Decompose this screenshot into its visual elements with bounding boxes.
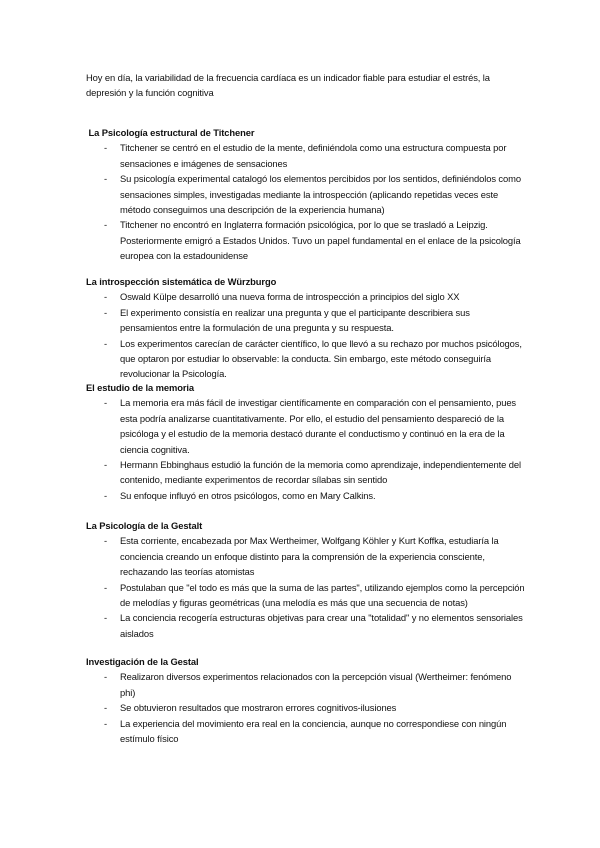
section-heading: La introspección sistemática de Würzburgo: [86, 276, 277, 287]
list-item: - La conciencia recogería estructuras objetivas para crear una "totalidad" y no elementos sensoriales aislados: [86, 610, 526, 641]
section-titchener: [86, 125, 526, 264]
section-investigacion-gestal: [86, 654, 526, 746]
bullet-list: [86, 669, 526, 746]
section-heading: La Psicología estructural de Titchener: [86, 127, 255, 138]
section-heading: Investigación de la Gestal: [86, 656, 199, 667]
section-gestalt: [86, 518, 526, 641]
section-heading: La Psicología de la Gestalt: [86, 520, 203, 531]
list-item: - Realizaron diversos experimentos relacionados con la percepción visual (Wertheimer: fenómeno phi): [86, 669, 526, 700]
section-memoria: [86, 380, 526, 503]
list-item: - Su enfoque influyó en otros psicólogos, como en Mary Calkins.: [86, 488, 526, 503]
bullet-list: [86, 533, 526, 641]
list-item: - Los experimentos carecían de carácter científico, lo que llevó a su rechazo por muchos psicólogos, que optaron por estudiar lo observable: la conducta. Sin embargo, este método conseguiría revolucionar la Psicología.: [86, 336, 526, 382]
intro-paragraph: Hoy en día, la variabilidad de la frecuencia cardíaca es un indicador fiable para estudiar el estrés, la depresión y la función cognitiva: [86, 72, 490, 99]
bullet-list: [86, 289, 526, 381]
section-wurzburgo: [86, 274, 526, 382]
list-item: - Esta corriente, encabezada por Max Wertheimer, Wolfgang Köhler y Kurt Koffka, estudiaría la conciencia creando un enfoque distinto para la comprensión de la experiencia consciente, rechazando las teorías atomistas: [86, 533, 526, 579]
list-item: - Titchener no encontró en Inglaterra formación psicológica, por lo que se trasladó a Leipzig. Posteriormente emigró a Estados Unidos. Tuvo un papel fundamental en el enlace de la psicología europea con la estadounidense: [86, 217, 526, 263]
list-item: - Hermann Ebbinghaus estudió la función de la memoria como aprendizaje, independientemente del contenido, mediante experimentos de recordar sílabas sin sentido: [86, 457, 526, 488]
list-item: - Su psicología experimental catalogó los elementos percibidos por los sentidos, definiéndolos como sensaciones simples, investigadas mediante la introspección (aplicando repetidas veces este método conseguimos una descripción de la experiencia humana): [86, 171, 526, 217]
section-heading: El estudio de la memoria: [86, 382, 195, 393]
list-item: - Se obtuvieron resultados que mostraron errores cognitivos-ilusiones: [86, 700, 526, 715]
list-item: - Titchener se centró en el estudio de la mente, definiéndola como una estructura compuesta por sensaciones e imágenes de sensaciones: [86, 140, 526, 171]
list-item: - Oswald Külpe desarrolló una nueva forma de introspección a principios del siglo XX: [86, 289, 526, 304]
list-item: - El experimento consistía en realizar una pregunta y que el participante describiera sus pensamientos entre la formulación de una pregunta y su respuesta.: [86, 305, 526, 336]
bullet-list: [86, 140, 526, 263]
bullet-list: [86, 395, 526, 503]
list-item: - La memoria era más fácil de investigar científicamente en comparación con el pensamiento, pues esta podría analizarse cuantitativamente. Por ello, el estudio del pensamiento despareció de la psicóloga y el estudio de la memoria destacó durante el conductismo y continuó en la era de la ciencia cognitiva.: [86, 395, 526, 457]
list-item: - La experiencia del movimiento era real en la conciencia, aunque no correspondiese con ningún estímulo físico: [86, 716, 526, 747]
list-item: - Postulaban que "el todo es más que la suma de las partes", utilizando ejemplos como la percepción de melodías y figuras geométricas (una melodía es más que una secuencia de notas): [86, 580, 526, 611]
